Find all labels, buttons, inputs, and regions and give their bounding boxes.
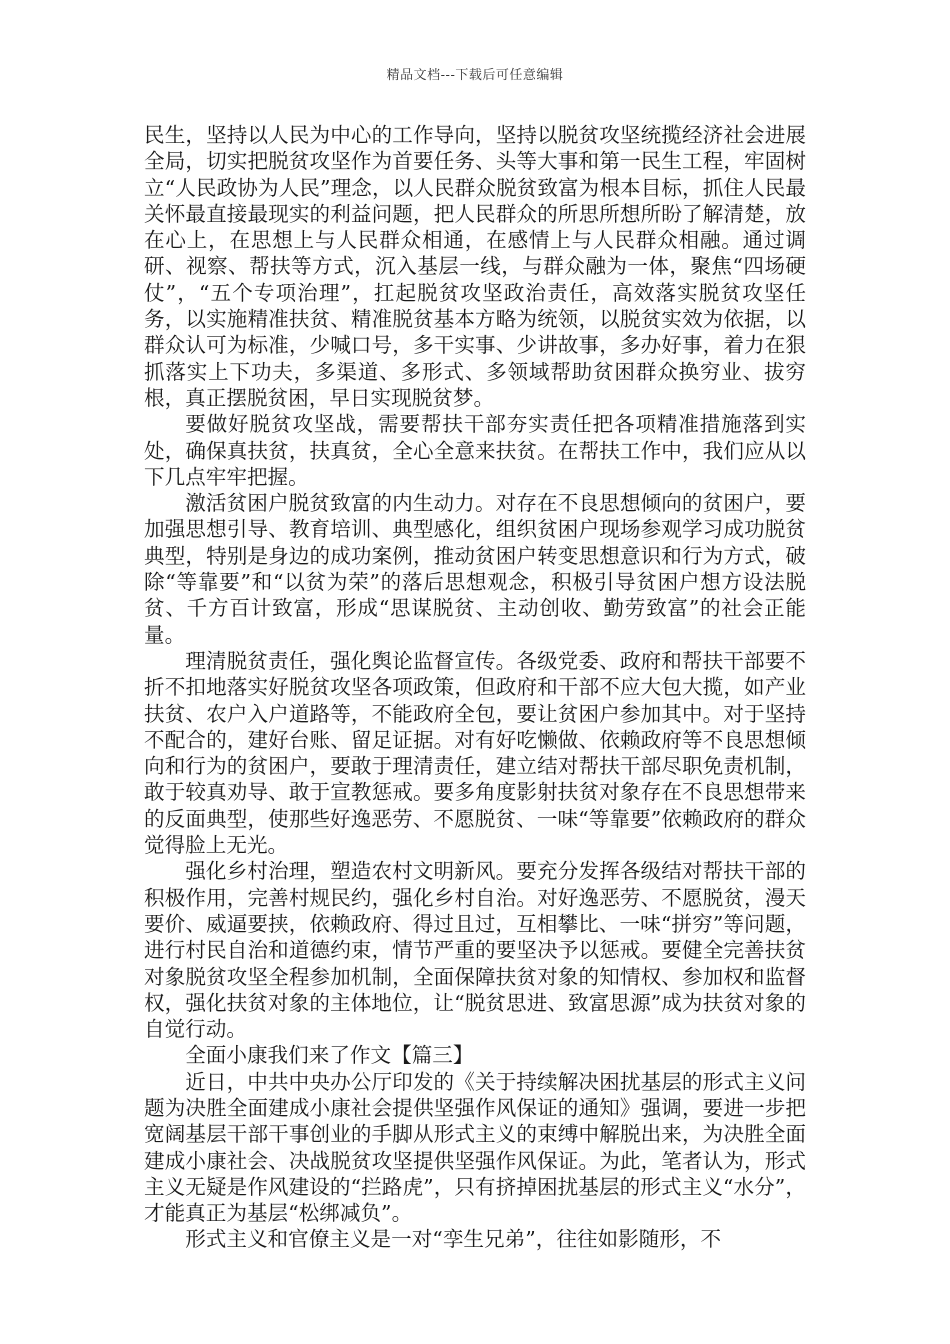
paragraph-6: 近日，中共中央办公厅印发的《关于持续解决困扰基层的形式主义问题为决胜全面建成小康社会提供坚强作风保证的通知》强调，要进一步把宽阔基层干部干事创业的手脚从形式主义的束缚中解脱出来，为决胜全面建成小康社会、决战脱贫攻坚提供坚强作风保证。为此，笔者认为，形式主义无疑是作风建设的“拦路虎”，只有挤掉困扰基层的形式主义“水分”，才能真正为基层“松绑减负”。 xyxy=(144,1069,806,1226)
paragraph-3: 激活贫困户脱贫致富的内生动力。对存在不良思想倾向的贫困户，要加强思想引导、教育培训、典型感化，组织贫困户现场参观学习成功脱贫典型，特别是身边的成功案例，推动贫困户转变思想意识和行为方式，破除“等靠要”和“以贫为荣”的落后思想观念，积极引导贫困户想方设法脱贫、千方百计致富，形成“思谋脱贫、主动创收、勤劳致富”的社会正能量。 xyxy=(144,491,806,647)
page-header: 精品文档---下载后可任意编辑 xyxy=(386,68,564,83)
paragraph-4: 理清脱贫责任，强化舆论监督宣传。各级党委、政府和帮扶干部要不折不扣地落实好脱贫攻坚各项政策，但政府和干部不应大包大揽，如产业扶贫、农户入户道路等，不能政府全包，要让贫困户参加其中。对于坚持不配合的，建好台账、留足证据。对有好吃懒做、依赖政府等不良思想倾向和行为的贫困户，要敢于理清责任，建立结对帮扶干部尽职免责机制，敢于较真劝导、敢于宣教惩戒。要多角度影射扶贫对象存在不良思想带来的反面典型，使那些好逸恶劳、不愿脱贫、一味“等靠要”依赖政府的群众觉得脸上无光。 xyxy=(144,648,806,858)
paragraph-2: 要做好脱贫攻坚战，需要帮扶干部夯实责任把各项精准措施落到实处，确保真扶贫，扶真贫，全心全意来扶贫。在帮扶工作中，我们应从以下几点牢牢把握。 xyxy=(144,412,806,489)
section-heading: 全面小康我们来了作文【篇三】 xyxy=(185,1043,474,1068)
paragraph-5: 强化乡村治理，塑造农村文明新风。要充分发挥各级结对帮扶干部的积极作用，完善村规民约，强化乡村自治。对好逸恶劳、不愿脱贫，漫天要价、威逼要挟，依赖政府、得过且过，互相攀比、一味“拼穷”等问题，进行村民自治和道德约束，情节严重的要坚决予以惩戒。要健全完善扶贫对象脱贫攻坚全程参加机制，全面保障扶贫对象的知情权、参加权和监督权，强化扶贫对象的主体地位，让“脱贫思进、致富思源”成为扶贫对象的自觉行动。 xyxy=(144,859,806,1042)
paragraph-1: 民生，坚持以人民为中心的工作导向，坚持以脱贫攻坚统揽经济社会进展全局，切实把脱贫攻坚作为首要任务、头等大事和第一民生工程，牢固树立“人民政协为人民”理念，以人民群众脱贫致富为根本目标，抓住人民最关怀最直接最现实的利益问题，把人民群众的所思所想所盼了解清楚，放在心上，在思想上与人民群众相通，在感情上与人民群众相融。通过调研、视察、帮扶等方式，沉入基层一线，与群众融为一体，聚焦“四场硬仗”，“五个专项治理”，扛起脱贫攻坚政治责任，高效落实脱贫攻坚任务，以实施精准扶贫、精准脱贫基本方略为统领，以脱贫实效为依据，以群众认可为标准，少喊口号，多干实事、少讲故事，多办好事，着力在狠抓落实上下功夫，多渠道、多形式、多领域帮助贫困群众换穷业、拔穷根，真正摆脱贫困，早日实现脱贫梦。 xyxy=(144,123,806,410)
document-body xyxy=(144,122,806,1253)
paragraph-7: 形式主义和官僚主义是一对“孪生兄弟”，往往如影随形，不 xyxy=(185,1227,722,1252)
